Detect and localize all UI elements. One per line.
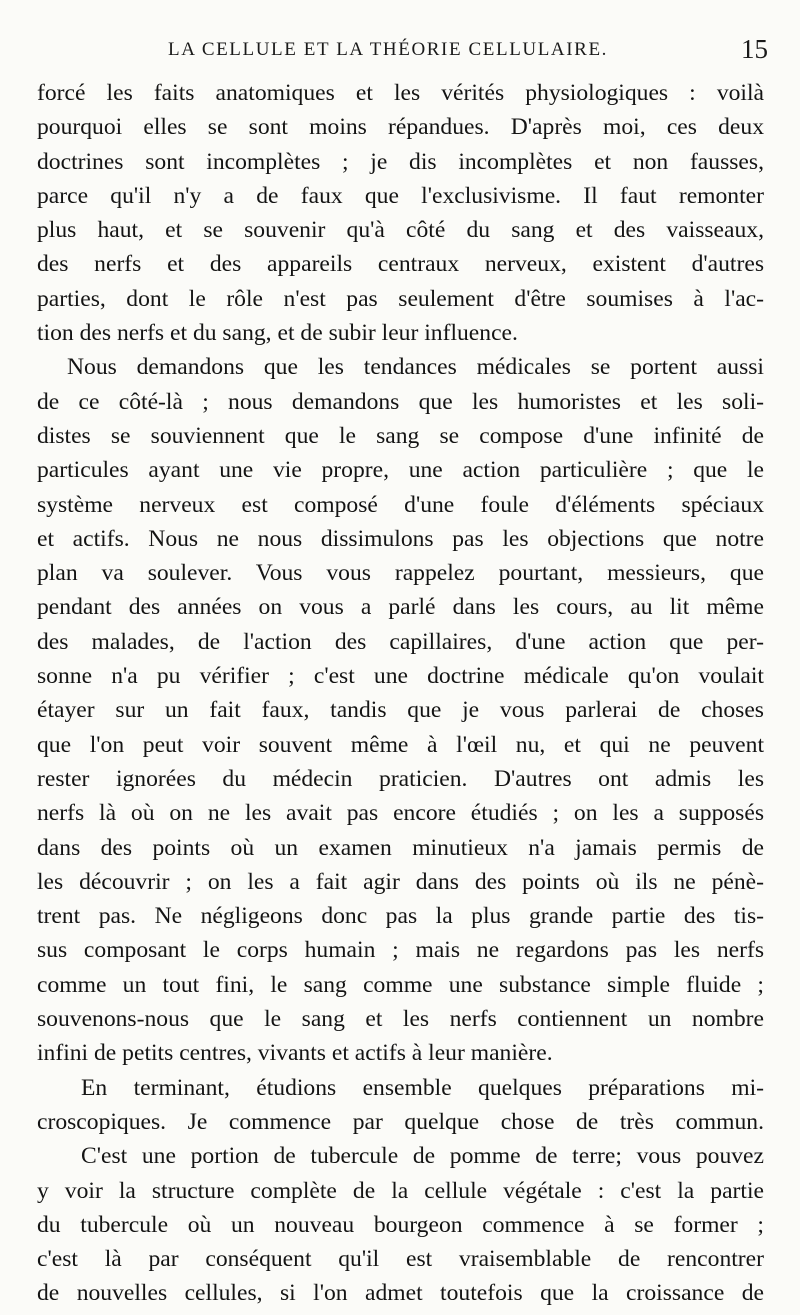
paragraph-3 (37, 1071, 764, 1140)
text-line: et actifs. Nous ne nous dissimulons pas les objections que notre (37, 525, 764, 552)
text-line: parce qu'il n'y a de faux que l'exclusivisme. Il faut remonter (37, 182, 764, 209)
text-line: de ce côté-là ; nous demandons que les humoristes et les soli- (37, 388, 764, 415)
text-line: distes se souviennent que le sang se compose d'une infinité de (37, 422, 764, 449)
text-line: y voir la structure complète de la cellule végétale : c'est la partie (37, 1177, 764, 1204)
text-line: particules ayant une vie propre, une action particulière ; que le (37, 457, 764, 484)
text-line: dans des points où un examen minutieux n'a jamais permis de (37, 834, 764, 861)
text-line: c'est là par conséquent qu'il est vraisemblable de rencontrer (37, 1246, 764, 1273)
text-line: sus composant le corps humain ; mais ne regardons pas les nerfs (37, 937, 764, 964)
text-line: parties, dont le rôle n'est pas seulement d'être soumises à l'ac- (37, 285, 764, 312)
text-line: nerfs là où on ne les avait pas encore étudiés ; on les a supposés (37, 800, 764, 827)
text-line: plan va soulever. Vous vous rappelez pourtant, messieurs, que (37, 560, 764, 587)
text-line: souvenons-nous que le sang et les nerfs contiennent un nombre (37, 1006, 764, 1033)
text-line: infini de petits centres, vivants et actifs à leur manière. (37, 1040, 553, 1067)
text-line: plus haut, et se souvenir qu'à côté du sang et des vaisseaux, (37, 217, 764, 244)
paragraph-1 (37, 76, 764, 350)
running-head (168, 36, 768, 68)
text-line: que l'on peut voir souvent même à l'œil nu, et qui ne peuvent (37, 731, 764, 758)
text-line: croscopiques. Je commence par quelque chose de très commun. (37, 1108, 764, 1135)
paragraph-4 (37, 1139, 764, 1310)
text-line: Nous demandons que les tendances médicales se portent aussi (67, 354, 764, 381)
page-number: 15 (741, 34, 768, 64)
text-line: les découvrir ; on les a fait agir dans des points où ils ne pénè- (37, 868, 764, 895)
text-line: des malades, de l'action des capillaires, d'une action que per- (37, 628, 764, 655)
text-line: pourquoi elles se sont moins répandues. D'après moi, ces deux (37, 114, 764, 141)
text-line: pendant des années on vous a parlé dans les cours, au lit même (37, 594, 764, 621)
text-line: sonne n'a pu vérifier ; c'est une doctrine médicale qu'on voulait (37, 663, 764, 690)
text-line: En terminant, étudions ensemble quelques préparations mi- (81, 1074, 764, 1101)
text-line: forcé les faits anatomiques et les vérités physiologiques : voilà (37, 80, 764, 106)
paragraph-2 (37, 350, 764, 1070)
text-line: étayer sur un fait faux, tandis que je vous parlerai de choses (37, 697, 764, 724)
text-line: C'est une portion de tubercule de pomme de terre; vous pouvez (81, 1143, 764, 1170)
text-line: tion des nerfs et du sang, et de subir leur influence. (37, 320, 518, 347)
text-line: trent pas. Ne négligeons donc pas la plus grande partie des tis- (37, 903, 764, 930)
text-line: de nouvelles cellules, si l'on admet toutefois que la croissance de (37, 1280, 764, 1307)
running-title: LA CELLULE ET LA THÉORIE CELLULAIRE. (168, 39, 609, 60)
text-line: des nerfs et des appareils centraux nerveux, existent d'autres (37, 251, 764, 278)
text-line: doctrines sont incomplètes ; je dis incomplètes et non fausses, (37, 148, 764, 175)
text-line: du tubercule où un nouveau bourgeon commence à se former ; (37, 1211, 764, 1238)
body-text (37, 76, 764, 1311)
text-line: système nerveux est composé d'une foule d'éléments spéciaux (37, 491, 764, 518)
text-line: comme un tout fini, le sang comme une substance simple fluide ; (37, 971, 764, 998)
text-line: rester ignorées du médecin praticien. D'autres ont admis les (37, 765, 764, 792)
